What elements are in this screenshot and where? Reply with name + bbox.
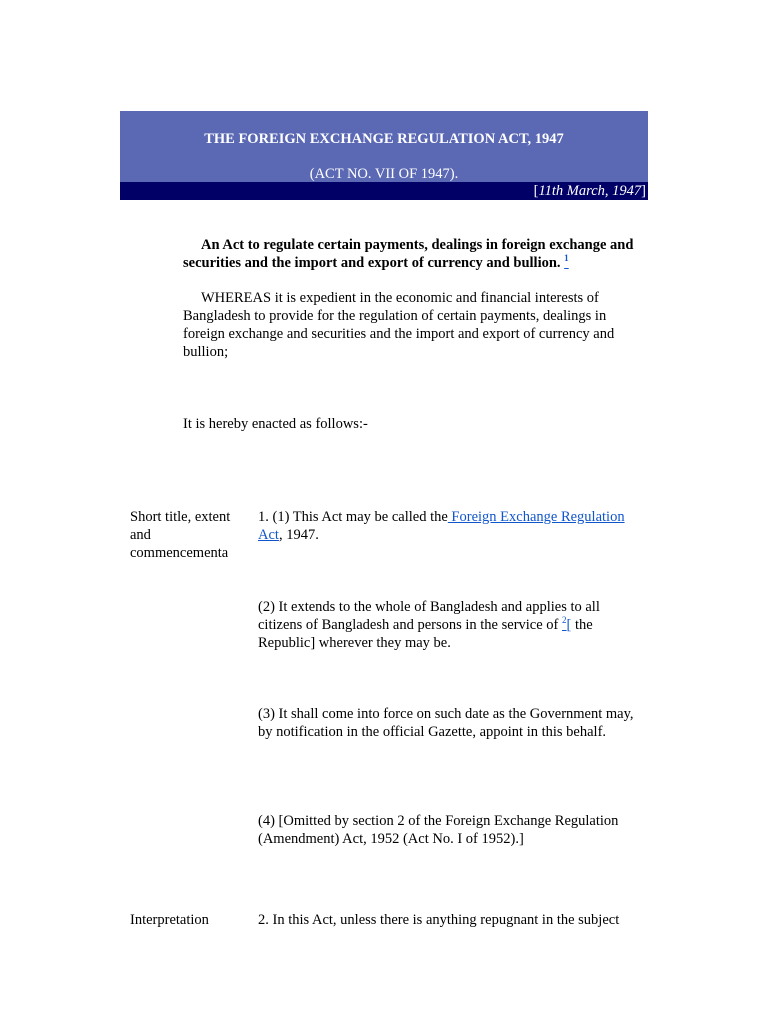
act-title-link[interactable]: Foreign Exchange Regulation Act — [258, 509, 625, 543]
act-date-open-bracket: [ — [533, 183, 539, 199]
act-title: THE FOREIGN EXCHANGE REGULATION ACT, 1947 — [204, 131, 564, 147]
footnote-link-1[interactable] — [564, 255, 569, 271]
act-header-banner — [120, 111, 648, 200]
enacting-clause: It is hereby enacted as follows:- — [183, 416, 368, 432]
preamble — [183, 289, 643, 361]
clause-text: , 1947. — [278, 527, 319, 543]
preamble-text: WHEREAS it is expedient in the economic and financial interests of Bangladesh to provide for the regulation of certain payments, dealings in foreign exchange and securities and the import and export of currency and bullion; — [183, 290, 615, 360]
section-1-clause-1 — [258, 508, 644, 544]
act-date-close-bracket: ] — [641, 183, 646, 199]
act-date — [534, 182, 646, 200]
footnote-link-2[interactable] — [562, 617, 571, 633]
long-title — [183, 236, 643, 272]
section-1-clause-2 — [258, 598, 644, 652]
margin-note-interpretation: Interpretation — [130, 912, 209, 928]
section-1-clause-4: (4) [Omitted by section 2 of the Foreign Exchange Regulation (Amendment) Act, 1952 (Act No. I of 1952).] — [258, 813, 619, 847]
section-1-clause-3: (3) It shall come into force on such date as the Government may, by notification in the official Gazette, appoint in this behalf. — [258, 706, 634, 740]
clause-text: the Republic] wherever they may be. — [258, 617, 593, 651]
clause-text: (2) It extends to the whole of Bangladesh and applies to all citizens of Bangladesh and persons in the service of — [258, 599, 600, 633]
act-date-bar — [120, 182, 648, 200]
footnote-marker-2[interactable]: 2 — [562, 615, 567, 626]
act-number: (ACT NO. VII OF 1947). — [309, 166, 459, 182]
footnote-marker-1[interactable]: 1 — [564, 253, 569, 264]
act-date-text: 11th March, 1947 — [538, 183, 642, 199]
footnote-bracket[interactable]: [ — [566, 617, 572, 633]
margin-note-short-title: Short title, extent and commencementa — [130, 509, 231, 561]
clause-text: 1. (1) This Act may be called the — [258, 509, 448, 525]
section-2-clause-1: 2. In this Act, unless there is anything repugnant in the subject — [258, 912, 620, 928]
long-title-text: An Act to regulate certain payments, dealings in foreign exchange and securities and the import and export of currency and bullion. — [183, 237, 634, 271]
